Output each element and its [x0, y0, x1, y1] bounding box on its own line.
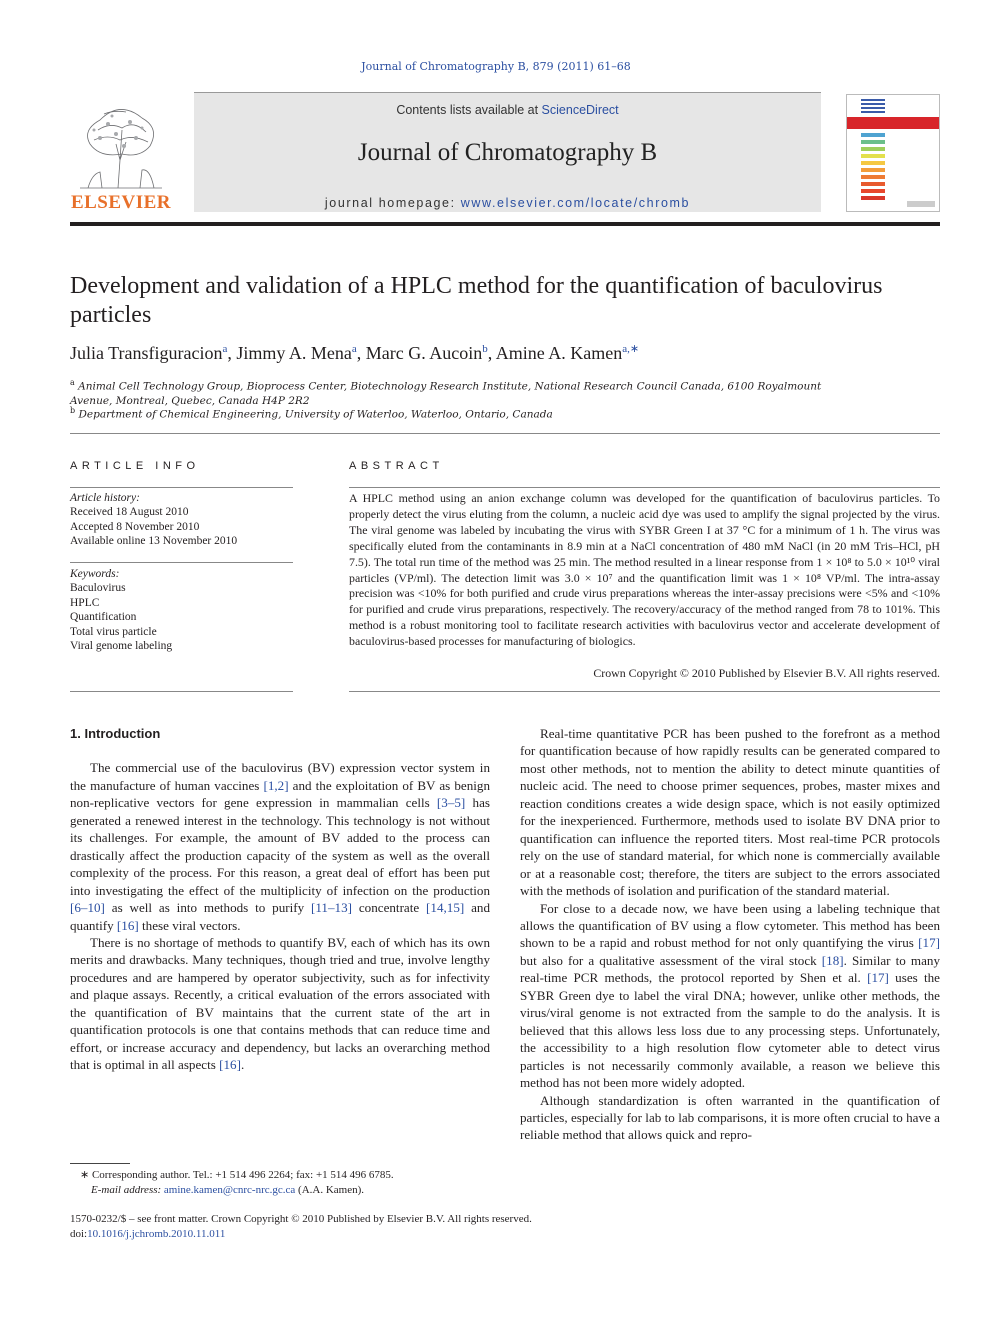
author-name[interactable]: Julia Transfiguracion — [70, 343, 223, 363]
reference-link[interactable]: [6–10] — [70, 900, 105, 916]
author-affiliation-mark[interactable]: a — [222, 343, 228, 355]
header-rule — [70, 222, 940, 226]
contents-line — [194, 103, 821, 117]
divider — [70, 691, 293, 692]
doi-prefix: doi: — [70, 1228, 88, 1240]
journal-title: Journal of Chromatography B — [357, 139, 658, 166]
keyword: Total virus particle — [70, 625, 157, 638]
reference-link[interactable]: [17] — [918, 935, 940, 951]
article-info-heading: ARTICLE INFO — [70, 460, 200, 472]
body-column-left — [70, 725, 490, 1074]
divider — [70, 433, 940, 434]
keyword: Baculovirus — [70, 582, 126, 595]
elsevier-logo[interactable] — [70, 100, 172, 212]
footnote-rule — [70, 1163, 130, 1164]
received-date: Received 18 August 2010 — [70, 506, 189, 519]
reference-link[interactable]: [11–13] — [311, 900, 352, 916]
footnote — [70, 1168, 490, 1197]
reference-link[interactable]: [18] — [821, 952, 844, 968]
author-affiliation-mark[interactable]: a,∗ — [622, 343, 640, 355]
journal-header — [70, 92, 940, 214]
keywords — [70, 567, 293, 653]
body-paragraph: Real-time quantitative PCR has been pushed to the forefront as a method for quantification because of how rapidly results can be generated compared to most other methods, not to mention the ability to detect minute quantities of nucleic acid. The need to choose primer sequences, probes, master mixes and reaction conditions creates a wide design space, which is not easily optimized for the inexperienced. Furthermore, methods used to isolate BV DNA prior to quantification can influence the reported titers. Most real-time PCR protocols rely on the use of standard material, for which none is commercially available or at a reasonable cost; therefore, the titers are subject to the errors associated with the methods of isolation and purification of the standard material. — [520, 726, 940, 899]
affiliation-text: Department of Chemical Engineering, University of Waterloo, Waterloo, Ontario, Canada — [78, 408, 553, 421]
homepage-link[interactable]: www.elsevier.com/locate/chromb — [460, 196, 691, 210]
affiliation-mark: b — [70, 406, 76, 415]
reference-link[interactable]: [16] — [116, 917, 139, 933]
affiliation — [70, 404, 850, 422]
article-title: Development and validation of a HPLC method for the quantification of baculovirus particles — [70, 273, 883, 328]
author-list: Julia Transfiguracion$^a$, Jimmy A. Mena$^a$, Marc G. Aucoin$^b$, Amine A. Kamen$^{a,∗}$ — [70, 343, 640, 363]
body-column-right — [520, 725, 940, 1144]
abstract-copyright: Crown Copyright © 2010 Published by Elsevier B.V. All rights reserved. — [593, 666, 940, 680]
online-date: Available online 13 November 2010 — [70, 535, 238, 548]
affiliation-text: Animal Cell Technology Group, Bioprocess Center, Biotechnology Research Institute, National Research Council Canada, 6100 Royalmount Avenue, Montreal, Quebec, Canada H4P 2R2 — [70, 380, 822, 407]
email-link[interactable]: amine.kamen@cnrc-nrc.gc.ca — [163, 1183, 296, 1196]
reference-link[interactable]: [16] — [219, 1057, 241, 1073]
email-label: E-mail address: — [91, 1183, 162, 1196]
corresponding-author: ∗ Corresponding author. Tel.: +1 514 496 2264; fax: +1 514 496 6785. — [80, 1169, 394, 1181]
homepage-prefix: journal homepage: — [324, 196, 461, 210]
author-name[interactable]: Marc G. Aucoin — [365, 343, 483, 363]
journal-banner — [194, 92, 821, 212]
keywords-label: Keywords: — [70, 568, 120, 580]
keyword: HPLC — [70, 596, 100, 609]
contents-prefix: Contents lists available at — [396, 103, 542, 117]
abstract-heading: ABSTRACT — [349, 460, 444, 472]
publisher-name: ELSEVIER — [70, 192, 172, 213]
doi-line — [70, 1227, 770, 1242]
reference-link[interactable]: [3–5] — [436, 795, 466, 811]
journal-homepage — [194, 196, 821, 210]
cover-image-icon — [847, 95, 940, 212]
email-line — [70, 1183, 490, 1198]
divider — [70, 487, 293, 488]
author-affiliation-mark[interactable]: b — [482, 343, 488, 355]
abstract-text: A HPLC method using an anion exchange column was developed for the quantification of baculovirus particles. To properly detect the virus eluting from the column, a nucleic acid dye was used to amplify the signal projected by the virus. The viral genome was labeled by incubating the virus with SYBR Green I at 37 °C for a minimum of 1 h. The virus was specifically eluted from the contaminants in 8.9 min at a NaCl concentration of 480 mM NaCl (in 20 mM Tris–HCl, pH 7.5). The total run time of the method was 25 min. The method resulted in a linear response from 1 × 10⁸ to 5.0 × 10¹⁰ viral particles (VP/ml). The detection limit was 3.0 × 10⁷ and the quantification limit was 1 × 10⁸ VP/ml. The intra-assay precision was <10% for both purified and crude virus preparations whereas the inter-assay precisions were <5% and <10% for purified and crude virus preparations, respectively. The recovery/accuracy of the method ranged from 78 to 101%. This method is a robust monitoring tool to facilitate research activities with baculovirus vector and accelerate development of baculovirus-based processes for manufacturing of biologics. — [349, 491, 940, 649]
section-title: 1. Introduction — [70, 726, 161, 741]
body-paragraph: There is no shortage of methods to quantify BV, each of which has its own merits and drawbacks. Many techniques, though tried and true, involve lengthy procedures and are hampered by operator subjectivity, such as for infectivity and plaque assays. Recently, a critical evaluation of the errors associated with the quantification of BV maintains that the current state of the art in quantification protocols is one that contains methods that can reduce time and effort, or increase accuracy and dependency, but lacks an overarching method that is optimal in all aspects [16]. — [70, 934, 490, 1073]
sciencedirect-link[interactable]: ScienceDirect — [541, 103, 619, 117]
body-paragraph: Although standardization is often warranted in the quantification of particles, especially for lab to lab comparisons, it is more often crucial to have a reliable method that allows quick and repro- — [520, 1092, 940, 1143]
author-name[interactable]: Amine A. Kamen — [495, 343, 623, 363]
reference-link[interactable]: [1,2] — [263, 777, 289, 793]
history-label: Article history: — [70, 492, 140, 504]
body-paragraph: For close to a decade now, we have been using a labeling technique that allows the quantification of BV using a flow cytometer. This method has been shown to be a rapid and robust method for not only quantifying the virus [17] but also for a qualitative assessment of the viral stock [18]. Similar to many real-time PCR methods, the protocol reported by Shen et al. [17] uses the SYBR Green dye to label the viral DNA; however, unlike other methods, the virus/viral genome is not extracted from the sample to do the analysis. It is believed that this allows less loss due to any processing steps. Unfortunately, the accessibility to a high resolution flow cytometer able to detect virus particles is not necessarily commonly available, a reason we believe this method has not been more widely adopted. — [520, 900, 940, 1091]
keyword: Quantification — [70, 611, 137, 624]
front-matter-footer — [70, 1212, 770, 1242]
divider — [349, 487, 940, 488]
keyword: Viral genome labeling — [70, 640, 173, 653]
affiliation — [70, 376, 850, 408]
journal-citation[interactable]: Journal of Chromatography B, 879 (2011) 61–68 — [361, 60, 631, 73]
author-affiliation-mark[interactable]: a — [351, 343, 357, 355]
body-paragraph: The commercial use of the baculovirus (BV) expression vector system in the manufacture of human vaccines [1,2] and the exploitation of BV as benign non-replicative vectors for gene expression in mammalian cells [3–5] has generated a renewed interest in the technology. This technology is not without its challenges. For example, the amount of BV added to the process can drastically affect the production capacity of the system as well as the overall complexity of the process. For this reason, a great deal of effort has been put into investigating the effect of the multiplicity of infection on the production [6–10] as well as into methods to purify [11–13] concentrate [14,15] and quantify [16] these viral vectors. — [70, 760, 490, 933]
article-history — [70, 491, 293, 549]
divider — [349, 691, 940, 692]
divider — [70, 562, 293, 563]
reference-link[interactable]: [17] — [867, 970, 889, 986]
journal-cover-thumbnail[interactable] — [846, 94, 940, 212]
reference-link[interactable]: [14,15] — [426, 900, 465, 916]
issn-line: 1570-0232/$ – see front matter. Crown Copyright © 2010 Published by Elsevier B.V. All rights reserved. — [70, 1213, 532, 1225]
author-name[interactable]: Jimmy A. Mena — [236, 343, 352, 363]
accepted-date: Accepted 8 November 2010 — [70, 520, 200, 533]
affiliation-mark: a — [70, 378, 75, 387]
elsevier-tree-icon — [70, 100, 172, 190]
doi-link[interactable]: 10.1016/j.jchromb.2010.11.011 — [87, 1228, 226, 1240]
email-suffix: (A.A. Kamen). — [295, 1183, 365, 1196]
